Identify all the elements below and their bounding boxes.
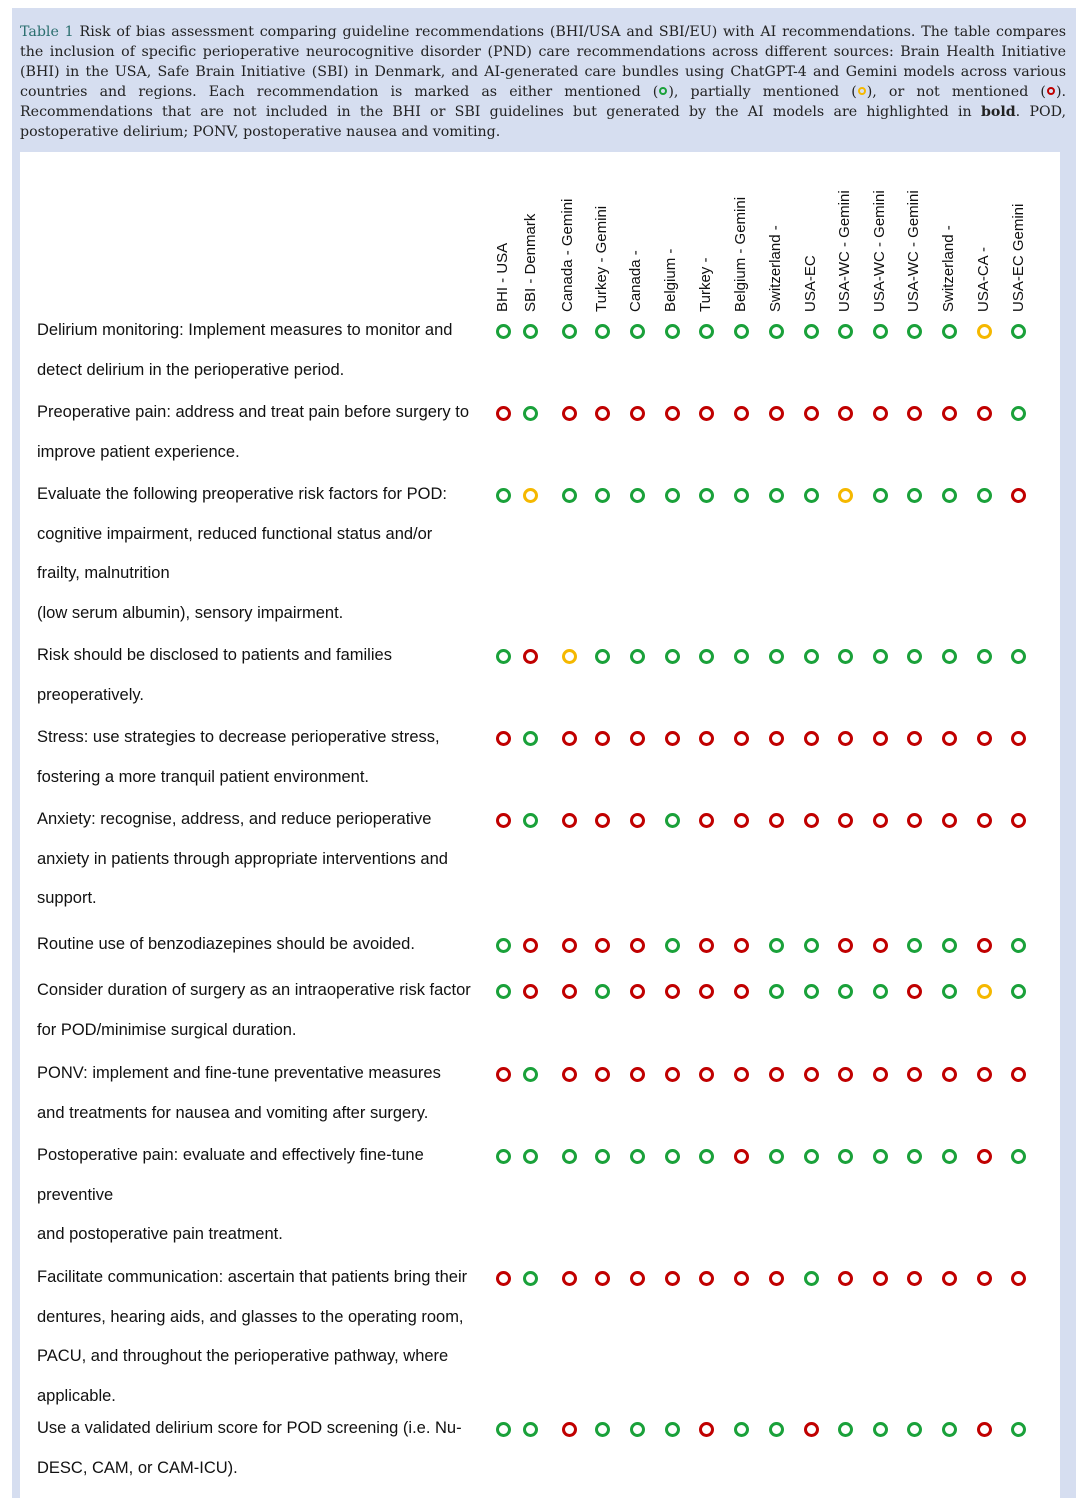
mentioned-icon bbox=[804, 324, 819, 339]
column-header: USA-WC - Gemini bbox=[871, 190, 888, 312]
mentioned-icon bbox=[1011, 324, 1026, 339]
not-mentioned-icon bbox=[630, 731, 645, 746]
mentioned-icon bbox=[595, 1149, 610, 1164]
mentioned-icon bbox=[769, 649, 784, 664]
not-mentioned-icon bbox=[734, 731, 749, 746]
mentioned-icon bbox=[873, 1422, 888, 1437]
not-mentioned-icon bbox=[630, 938, 645, 953]
column-header: Canada - Gemini bbox=[559, 198, 576, 312]
not-mentioned-icon bbox=[699, 731, 714, 746]
not-mentioned-icon bbox=[665, 984, 680, 999]
mentioned-icon bbox=[523, 1422, 538, 1437]
column-header: BHI - USA bbox=[494, 242, 511, 312]
recommendation-text: DESC, CAM, or CAM-ICU). bbox=[37, 1458, 238, 1477]
not-mentioned-icon bbox=[977, 1422, 992, 1437]
not-mentioned-icon bbox=[977, 813, 992, 828]
not-mentioned-icon bbox=[665, 1067, 680, 1082]
mentioned-legend-icon bbox=[659, 87, 667, 95]
mentioned-icon bbox=[523, 731, 538, 746]
mentioned-icon bbox=[804, 1149, 819, 1164]
not-mentioned-icon bbox=[595, 813, 610, 828]
mentioned-icon bbox=[665, 324, 680, 339]
not-mentioned-icon bbox=[665, 1271, 680, 1286]
not-mentioned-legend-icon bbox=[1047, 87, 1055, 95]
mentioned-icon bbox=[769, 1422, 784, 1437]
mentioned-icon bbox=[496, 938, 511, 953]
not-mentioned-icon bbox=[769, 1067, 784, 1082]
mentioned-icon bbox=[804, 649, 819, 664]
not-mentioned-icon bbox=[838, 813, 853, 828]
not-mentioned-icon bbox=[907, 1067, 922, 1082]
table-label: Table 1 bbox=[20, 24, 74, 40]
recommendation-text: fostering a more tranquil patient environment. bbox=[37, 767, 370, 786]
not-mentioned-icon bbox=[1011, 813, 1026, 828]
recommendation-text: Evaluate the following preoperative risk factors for POD: bbox=[37, 485, 447, 503]
not-mentioned-icon bbox=[804, 813, 819, 828]
mentioned-icon bbox=[630, 1149, 645, 1164]
not-mentioned-icon bbox=[907, 984, 922, 999]
not-mentioned-icon bbox=[942, 1067, 957, 1082]
not-mentioned-icon bbox=[562, 1271, 577, 1286]
not-mentioned-icon bbox=[977, 1271, 992, 1286]
recommendation-text: and postoperative pain treatment. bbox=[37, 1225, 283, 1244]
not-mentioned-icon bbox=[699, 1067, 714, 1082]
not-mentioned-icon bbox=[699, 984, 714, 999]
partially-mentioned-icon bbox=[977, 324, 992, 339]
recommendation-text: Postoperative pain: evaluate and effectively fine-tune bbox=[37, 1146, 424, 1164]
column-header: Belgium - Gemini bbox=[732, 196, 749, 312]
not-mentioned-icon bbox=[562, 1067, 577, 1082]
mentioned-icon bbox=[595, 488, 610, 503]
mentioned-icon bbox=[942, 649, 957, 664]
column-header: SBI - Denmark bbox=[522, 213, 539, 312]
mentioned-icon bbox=[496, 324, 511, 339]
recommendation-text: Anxiety: recognise, address, and reduce perioperative bbox=[37, 810, 432, 828]
mentioned-icon bbox=[496, 488, 511, 503]
not-mentioned-icon bbox=[977, 731, 992, 746]
mentioned-icon bbox=[562, 1149, 577, 1164]
partially-mentioned-icon bbox=[523, 488, 538, 503]
not-mentioned-icon bbox=[873, 406, 888, 421]
mentioned-icon bbox=[942, 324, 957, 339]
mentioned-icon bbox=[838, 1149, 853, 1164]
not-mentioned-icon bbox=[562, 731, 577, 746]
partially-mentioned-icon bbox=[977, 984, 992, 999]
mentioned-icon bbox=[907, 649, 922, 664]
mentioned-icon bbox=[907, 488, 922, 503]
not-mentioned-icon bbox=[734, 406, 749, 421]
mentioned-icon bbox=[734, 488, 749, 503]
not-mentioned-icon bbox=[734, 984, 749, 999]
mentioned-icon bbox=[630, 324, 645, 339]
table-caption: Table 1 Risk of bias assessment comparing guideline recommendations (BHI/USA and SBI/EU) with AI recommendations. The table compares the inclusion of specific perioperative neurocognitive disorder (PND) care recommendations across different sources: Brain Health Initiative (BHI) in the USA, Safe Brain Initiative (SBI) in Denmark, and AI-generated care bundles using ChatGPT-4 and Gemini models across various countries and regions. Each recommendation is marked as either mentioned ( ), partially mentioned ( ), or not mentioned ( ). Recommendations that are not included in the BHI or SBI guidelines but generated by the AI models are highlighted in bold. POD, postoperative delirium; PONV, postoperative nausea and vomiting. bbox=[20, 24, 1067, 140]
column-header: Canada - bbox=[627, 250, 644, 312]
mentioned-icon bbox=[1011, 938, 1026, 953]
column-header: Turkey - bbox=[697, 257, 714, 312]
recommendation-text: (low serum albumin), sensory impairment. bbox=[37, 604, 344, 623]
not-mentioned-icon bbox=[942, 406, 957, 421]
not-mentioned-icon bbox=[665, 731, 680, 746]
mentioned-icon bbox=[665, 1149, 680, 1164]
not-mentioned-icon bbox=[630, 1067, 645, 1082]
mentioned-icon bbox=[977, 649, 992, 664]
mentioned-icon bbox=[977, 488, 992, 503]
not-mentioned-icon bbox=[496, 1271, 511, 1286]
column-header: Turkey - Gemini bbox=[593, 205, 610, 312]
not-mentioned-icon bbox=[1011, 1067, 1026, 1082]
mentioned-icon bbox=[942, 1422, 957, 1437]
partial-legend-icon bbox=[858, 87, 866, 95]
mentioned-icon bbox=[804, 488, 819, 503]
not-mentioned-icon bbox=[907, 731, 922, 746]
recommendation-text: PACU, and throughout the perioperative pathway, where bbox=[37, 1347, 449, 1366]
recommendation-text: applicable. bbox=[37, 1387, 116, 1406]
mentioned-icon bbox=[665, 649, 680, 664]
mentioned-icon bbox=[496, 1149, 511, 1164]
not-mentioned-icon bbox=[496, 1067, 511, 1082]
mentioned-icon bbox=[562, 324, 577, 339]
column-header: USA-WC - Gemini bbox=[905, 190, 922, 312]
not-mentioned-icon bbox=[907, 813, 922, 828]
mentioned-icon bbox=[734, 649, 749, 664]
not-mentioned-icon bbox=[496, 731, 511, 746]
not-mentioned-icon bbox=[977, 406, 992, 421]
mentioned-icon bbox=[630, 1422, 645, 1437]
not-mentioned-icon bbox=[595, 731, 610, 746]
mentioned-icon bbox=[942, 1149, 957, 1164]
mentioned-icon bbox=[907, 324, 922, 339]
not-mentioned-icon bbox=[630, 1271, 645, 1286]
recommendation-text: Routine use of benzodiazepines should be avoided. bbox=[37, 935, 415, 953]
mentioned-icon bbox=[804, 984, 819, 999]
mentioned-icon bbox=[873, 1149, 888, 1164]
not-mentioned-icon bbox=[734, 1149, 749, 1164]
mentioned-icon bbox=[769, 488, 784, 503]
column-header: USA-CA - bbox=[975, 246, 992, 312]
not-mentioned-icon bbox=[769, 406, 784, 421]
not-mentioned-icon bbox=[595, 406, 610, 421]
column-header: USA-EC bbox=[802, 255, 819, 312]
mentioned-icon bbox=[1011, 984, 1026, 999]
not-mentioned-icon bbox=[699, 938, 714, 953]
not-mentioned-icon bbox=[838, 1067, 853, 1082]
mentioned-icon bbox=[699, 488, 714, 503]
recommendation-text: Use a validated delirium score for POD screening (i.e. Nu- bbox=[37, 1419, 462, 1437]
mentioned-icon bbox=[838, 649, 853, 664]
mentioned-icon bbox=[630, 649, 645, 664]
not-mentioned-icon bbox=[562, 406, 577, 421]
not-mentioned-icon bbox=[1011, 488, 1026, 503]
mentioned-icon bbox=[665, 1422, 680, 1437]
not-mentioned-icon bbox=[838, 731, 853, 746]
mentioned-icon bbox=[907, 1422, 922, 1437]
mentioned-icon bbox=[523, 406, 538, 421]
mentioned-icon bbox=[1011, 406, 1026, 421]
partially-mentioned-icon bbox=[838, 488, 853, 503]
recommendation-text: preventive bbox=[37, 1185, 114, 1204]
not-mentioned-icon bbox=[838, 406, 853, 421]
not-mentioned-icon bbox=[838, 1271, 853, 1286]
recommendation-text: anxiety in patients through appropriate interventions and bbox=[37, 849, 448, 868]
not-mentioned-icon bbox=[873, 938, 888, 953]
mentioned-icon bbox=[873, 649, 888, 664]
mentioned-icon bbox=[942, 488, 957, 503]
mentioned-icon bbox=[665, 813, 680, 828]
not-mentioned-icon bbox=[734, 938, 749, 953]
not-mentioned-icon bbox=[523, 649, 538, 664]
not-mentioned-icon bbox=[734, 813, 749, 828]
not-mentioned-icon bbox=[595, 1067, 610, 1082]
mentioned-icon bbox=[523, 1149, 538, 1164]
mentioned-icon bbox=[838, 984, 853, 999]
recommendation-text: Stress: use strategies to decrease perioperative stress, bbox=[37, 728, 440, 746]
not-mentioned-icon bbox=[523, 984, 538, 999]
mentioned-icon bbox=[630, 488, 645, 503]
mentioned-icon bbox=[595, 324, 610, 339]
column-header: Switzerland - bbox=[767, 225, 784, 312]
mentioned-icon bbox=[523, 813, 538, 828]
not-mentioned-icon bbox=[699, 1271, 714, 1286]
recommendation-text: and treatments for nausea and vomiting after surgery. bbox=[37, 1103, 429, 1122]
not-mentioned-icon bbox=[665, 406, 680, 421]
not-mentioned-icon bbox=[496, 406, 511, 421]
not-mentioned-icon bbox=[562, 1422, 577, 1437]
mentioned-icon bbox=[1011, 1149, 1026, 1164]
mentioned-icon bbox=[873, 984, 888, 999]
mentioned-icon bbox=[804, 1271, 819, 1286]
not-mentioned-icon bbox=[699, 813, 714, 828]
not-mentioned-icon bbox=[562, 984, 577, 999]
not-mentioned-icon bbox=[907, 406, 922, 421]
recommendation-text: Risk should be disclosed to patients and families bbox=[37, 646, 392, 664]
recommendation-text: support. bbox=[37, 889, 97, 908]
not-mentioned-icon bbox=[734, 1271, 749, 1286]
mentioned-icon bbox=[699, 1149, 714, 1164]
mentioned-icon bbox=[804, 938, 819, 953]
mentioned-icon bbox=[595, 984, 610, 999]
not-mentioned-icon bbox=[838, 938, 853, 953]
mentioned-icon bbox=[665, 488, 680, 503]
mentioned-icon bbox=[523, 1271, 538, 1286]
not-mentioned-icon bbox=[769, 731, 784, 746]
recommendation-text: improve patient experience. bbox=[37, 442, 240, 461]
mentioned-icon bbox=[699, 324, 714, 339]
mentioned-icon bbox=[1011, 649, 1026, 664]
recommendation-text: Consider duration of surgery as an intraoperative risk factor bbox=[37, 981, 471, 999]
not-mentioned-icon bbox=[769, 813, 784, 828]
not-mentioned-icon bbox=[942, 813, 957, 828]
column-header: USA-WC - Gemini bbox=[836, 190, 853, 312]
not-mentioned-icon bbox=[873, 731, 888, 746]
not-mentioned-icon bbox=[1011, 731, 1026, 746]
not-mentioned-icon bbox=[595, 938, 610, 953]
mentioned-icon bbox=[769, 1149, 784, 1164]
mentioned-icon bbox=[942, 984, 957, 999]
mentioned-icon bbox=[734, 1422, 749, 1437]
mentioned-icon bbox=[907, 938, 922, 953]
mentioned-icon bbox=[907, 1149, 922, 1164]
not-mentioned-icon bbox=[562, 938, 577, 953]
not-mentioned-icon bbox=[804, 1067, 819, 1082]
not-mentioned-icon bbox=[595, 1271, 610, 1286]
mentioned-icon bbox=[496, 1422, 511, 1437]
mentioned-icon bbox=[595, 649, 610, 664]
table-body bbox=[20, 152, 1060, 1498]
mentioned-icon bbox=[838, 324, 853, 339]
mentioned-icon bbox=[838, 1422, 853, 1437]
not-mentioned-icon bbox=[804, 406, 819, 421]
recommendation-text: Delirium monitoring: Implement measures to monitor and bbox=[37, 321, 453, 339]
mentioned-icon bbox=[769, 938, 784, 953]
not-mentioned-icon bbox=[977, 938, 992, 953]
mentioned-icon bbox=[665, 938, 680, 953]
recommendation-text: PONV: implement and fine-tune preventative measures bbox=[37, 1064, 441, 1082]
not-mentioned-icon bbox=[630, 406, 645, 421]
column-header: Switzerland - bbox=[940, 225, 957, 312]
mentioned-icon bbox=[769, 324, 784, 339]
mentioned-icon bbox=[699, 649, 714, 664]
not-mentioned-icon bbox=[562, 813, 577, 828]
recommendation-text: preoperatively. bbox=[37, 685, 145, 704]
not-mentioned-icon bbox=[942, 731, 957, 746]
not-mentioned-icon bbox=[630, 984, 645, 999]
not-mentioned-icon bbox=[496, 813, 511, 828]
mentioned-icon bbox=[873, 488, 888, 503]
not-mentioned-icon bbox=[769, 1271, 784, 1286]
not-mentioned-icon bbox=[523, 938, 538, 953]
mentioned-icon bbox=[496, 649, 511, 664]
mentioned-icon bbox=[496, 984, 511, 999]
recommendation-text: frailty, malnutrition bbox=[37, 564, 170, 583]
mentioned-icon bbox=[523, 1067, 538, 1082]
not-mentioned-icon bbox=[977, 1067, 992, 1082]
mentioned-icon bbox=[873, 324, 888, 339]
recommendation-text: dentures, hearing aids, and glasses to the operating room, bbox=[37, 1307, 464, 1326]
mentioned-icon bbox=[523, 324, 538, 339]
column-header: Belgium - bbox=[662, 248, 679, 312]
recommendation-text: Facilitate communication: ascertain that patients bring their bbox=[37, 1268, 468, 1286]
mentioned-icon bbox=[769, 984, 784, 999]
not-mentioned-icon bbox=[699, 406, 714, 421]
not-mentioned-icon bbox=[699, 1422, 714, 1437]
not-mentioned-icon bbox=[630, 813, 645, 828]
recommendation-text: cognitive impairment, reduced functional status and/or bbox=[37, 524, 433, 543]
not-mentioned-icon bbox=[734, 1067, 749, 1082]
mentioned-icon bbox=[595, 1422, 610, 1437]
mentioned-icon bbox=[942, 938, 957, 953]
not-mentioned-icon bbox=[804, 731, 819, 746]
mentioned-icon bbox=[734, 324, 749, 339]
recommendation-text: Preoperative pain: address and treat pain before surgery to bbox=[37, 403, 470, 421]
not-mentioned-icon bbox=[873, 1271, 888, 1286]
not-mentioned-icon bbox=[804, 1422, 819, 1437]
recommendation-text: detect delirium in the perioperative period. bbox=[37, 360, 345, 379]
not-mentioned-icon bbox=[977, 1149, 992, 1164]
not-mentioned-icon bbox=[942, 1271, 957, 1286]
mentioned-icon bbox=[562, 488, 577, 503]
column-header: USA-EC Gemini bbox=[1010, 203, 1027, 312]
not-mentioned-icon bbox=[873, 1067, 888, 1082]
not-mentioned-icon bbox=[873, 813, 888, 828]
recommendation-text: for POD/minimise surgical duration. bbox=[37, 1020, 297, 1039]
not-mentioned-icon bbox=[907, 1271, 922, 1286]
partially-mentioned-icon bbox=[562, 649, 577, 664]
not-mentioned-icon bbox=[1011, 1271, 1026, 1286]
mentioned-icon bbox=[1011, 1422, 1026, 1437]
